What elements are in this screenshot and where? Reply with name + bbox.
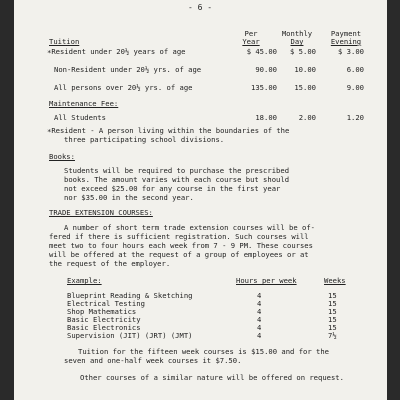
trade-line: fered if there is sufficient registration. Such courses will <box>49 232 309 241</box>
tuition-row-evening: $ 3.00 <box>338 47 364 56</box>
col-header-day-line1: Monthly <box>281 29 313 38</box>
tuition-note-line: Tuition for the fifteen week courses is $15.00 and for the <box>78 347 329 356</box>
trade-line: will be offered at the request of a group of employees or at <box>49 250 309 259</box>
tuition-row-year: $ 45.00 <box>246 47 277 56</box>
books-heading: Books: <box>49 152 75 161</box>
example-heading: Example: <box>67 276 102 285</box>
resident-note-line: ∗Resident - A person living within the boundaries of the <box>47 126 290 135</box>
tuition-heading: Tuition <box>49 37 80 46</box>
maintenance-label: All Students <box>54 113 106 122</box>
tuition-row-day: 10.00 <box>294 65 316 74</box>
maintenance-year: 18.00 <box>255 113 277 122</box>
maintenance-evening: 1.20 <box>346 113 364 122</box>
books-line: books. The amount varies with each course but should <box>64 175 290 184</box>
tuition-row-evening: 6.00 <box>346 65 364 74</box>
tuition-row-label: Non-Resident under 20½ yrs. of age <box>54 65 202 74</box>
example-weeks: 15 <box>328 315 337 324</box>
col-header-day-line2: Day <box>290 37 304 46</box>
trade-line: A number of short term trade extension courses will be of- <box>64 223 315 232</box>
books-line: Students will be required to purchase the prescribed <box>64 166 290 175</box>
example-course: Blueprint Reading & Sketching <box>67 291 193 300</box>
resident-note-line: three participating school divisions. <box>64 135 225 144</box>
example-hours: 4 <box>257 307 262 316</box>
example-hours: 4 <box>257 315 262 324</box>
example-weeks: 15 <box>328 323 337 332</box>
example-course: Supervision (JIT) (JRT) (JMT) <box>67 331 193 340</box>
col-header-evening-line1: Payment <box>330 29 362 38</box>
tuition-row-year: 135.00 <box>251 83 277 92</box>
tuition-row-year: 90.00 <box>255 65 277 74</box>
example-weeks: 15 <box>328 299 337 308</box>
tuition-row-label: ∗Resident under 20½ years of age <box>47 47 186 56</box>
example-weeks: 15 <box>328 291 337 300</box>
trade-line: meet two to four hours each week from 7 - 9 PM. These courses <box>49 241 313 250</box>
example-course: Basic Electronics <box>67 323 141 332</box>
tuition-row-day: 15.00 <box>294 83 316 92</box>
books-line: not exceed $25.00 for any course in the first year <box>64 184 281 193</box>
other-courses-note: Other courses of a similar nature will be offered on request. <box>80 373 344 382</box>
example-course: Basic Electricity <box>67 315 141 324</box>
trade-heading: TRADE EXTENSION COURSES: <box>49 208 153 217</box>
example-hours: 4 <box>257 291 262 300</box>
maintenance-day: 2.00 <box>298 113 316 122</box>
example-hours: 4 <box>257 299 262 308</box>
col-header-evening-line2: Evening <box>330 37 362 46</box>
trade-line: the request of the employer. <box>49 259 171 268</box>
example-hours: 4 <box>257 323 262 332</box>
document-page <box>14 0 387 400</box>
example-course: Electrical Testing <box>67 299 145 308</box>
example-col-hours: Hours per week <box>236 276 297 285</box>
maintenance-heading: Maintenance Fee: <box>49 99 119 108</box>
example-hours: 4 <box>257 331 262 340</box>
example-weeks: 7½ <box>328 331 337 340</box>
tuition-note-line: seven and one-half week courses it $7.50. <box>64 356 242 365</box>
tuition-row-day: $ 5.00 <box>290 47 316 56</box>
col-header-year-line1: Per <box>244 29 258 38</box>
example-col-weeks: Weeks <box>324 276 346 285</box>
example-course: Shop Mathematics <box>67 307 137 316</box>
tuition-row-label: All persons over 20½ yrs. of age <box>54 83 193 92</box>
tuition-row-evening: 9.00 <box>346 83 364 92</box>
col-header-year-line2: Year <box>242 37 260 46</box>
page-number: - 6 - <box>188 3 213 12</box>
books-line: nor $35.00 in the second year. <box>64 193 194 202</box>
example-weeks: 15 <box>328 307 337 316</box>
